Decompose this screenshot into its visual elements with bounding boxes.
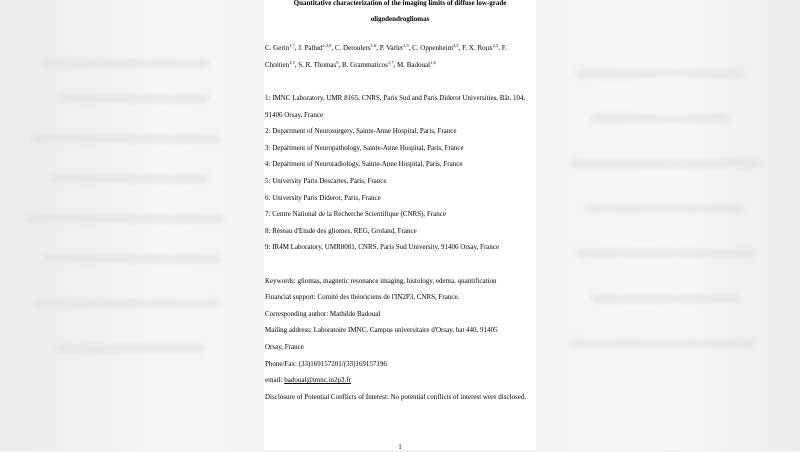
phone-fax-line: Phone/Fax: (33)169157201/(33)169157196 [265,360,387,368]
author-affiliation-sup: 9 [336,60,339,65]
affiliation-line: 3: Department of Neuropathology, Sainte-Anne Hospital, Paris, France [265,144,464,152]
affiliation-line: 2: Department of Neurosurgery, Sainte-Anne Hospital, Paris, France [265,127,457,135]
email-line [265,376,351,385]
blurred-text-line [590,295,740,302]
affiliation-line: 6: University Paris Diderot, Paris, France [265,194,381,202]
affiliation-line: 9: IR4M Laboratory, UMR8081, CNRS, Paris Sud University, 91406 Orsay, France [265,243,500,251]
affiliation-line: 5: University Paris Descartes, Paris, France [265,177,387,185]
blurred-text-line [570,340,755,347]
author-name: C. Oppenheim [412,44,453,52]
email-label: email: [265,376,285,384]
author-name: F. [501,44,507,52]
affiliation-line: 8: Réseau d'Etude des gliomes, REG, Groland, France [265,227,417,235]
blurred-text-line [30,135,220,142]
email-link[interactable]: badoual@imnc.in2p3.fr [284,376,351,384]
affiliation-line: 4: Department of Neuroradiology, Sainte-Anne Hospital, Paris, France [265,160,463,168]
keywords-line: Keywords: gliomas, magnetic resonance imaging, histology, edema, quantification [265,277,497,285]
author-name: S. R. Thomas [298,61,337,69]
blurred-text-line [25,215,225,222]
author-affiliation-sup: 4,5 [452,43,459,48]
mailing-address-line: Orsay, France [265,343,304,351]
author-affiliation-sup: 1,6 [430,60,436,65]
author-affiliation-sup: 1,7 [289,43,295,48]
author-name: F. X. Roux [462,44,493,52]
author-affiliation-sup: 2,5 [492,43,499,48]
author-name: B. Grammaticos [341,61,388,69]
mailing-address-line: Mailing address: Laboratoire IMNC, Campus universitaire d'Orsay, bat 440, 91405 [265,326,498,334]
blurred-text-line [585,205,745,212]
paper-title-line-2: oligodendrogliomas [370,15,430,23]
financial-support-line: Financial support: Comité des théoriciens de l'IN2P3, CNRS, France. [265,293,460,301]
author-name: M. Badoual [397,61,431,69]
affiliation-line: 7: Centre National de la Recherche Scientifique (CNRS), France [265,210,446,218]
author-affiliation-sup: 2,3,8 [322,43,332,48]
affiliation-line: 91406 Orsay, France [265,111,324,119]
corresponding-author-line: Corresponding author: Mathilde Badoual [265,310,381,318]
author-line-1: C. Gerin$^{1,7}$, J. Pallud$^{2,3,8}$, C. Deroulers$^{1,6}$, P. Varlet$^{3,5}$, C. Oppenheim$^{4,5}$, F. X. Roux$^{2,5}$, F. [265,43,507,52]
blurred-text-line [50,175,210,182]
blurred-text-line [590,115,730,122]
author-affiliation-sup: 1,7 [387,60,394,65]
author-name: C. Gerin [265,44,290,52]
author-affiliation-sup: 3,5 [289,60,295,65]
author-name: Chrétien [265,61,290,69]
blurred-text-line [35,300,220,307]
page-number: 1 [398,443,402,451]
disclosure-line: Disclosure of Potential Conflicts of Interest: No potential conflicts of interest were disclosed. [265,393,527,401]
blurred-text-line [55,345,205,352]
affiliation-line: 1: IMNC Laboratory, UMR 8165, CNRS, Paris Sud and Paris Diderot Universities, Bât. 104, [265,94,526,102]
author-name: J. Pallud [298,44,323,52]
blurred-text-line [570,160,760,167]
author-line-2: Chrétien$^{3,5}$, S. R. Thomas$^9$, B. Grammaticos$^{1,7}$, M. Badoual$^{1,6}$ [265,60,436,69]
author-affiliation-sup: 3,5 [402,43,409,48]
author-affiliation-sup: 1,6 [370,43,377,48]
author-name: C. Deroulers [334,44,371,52]
blurred-text-line [45,255,220,262]
blurred-text-line [40,60,210,67]
paper-page [265,0,535,450]
blurred-text-line [60,95,210,102]
blurred-text-line [575,250,755,257]
paper-title-line-1: Quantitative characterization of the imaging limits of diffuse low-grade [293,0,507,7]
author-name: P. Varlet [379,44,403,52]
blurred-text-line [575,70,745,77]
